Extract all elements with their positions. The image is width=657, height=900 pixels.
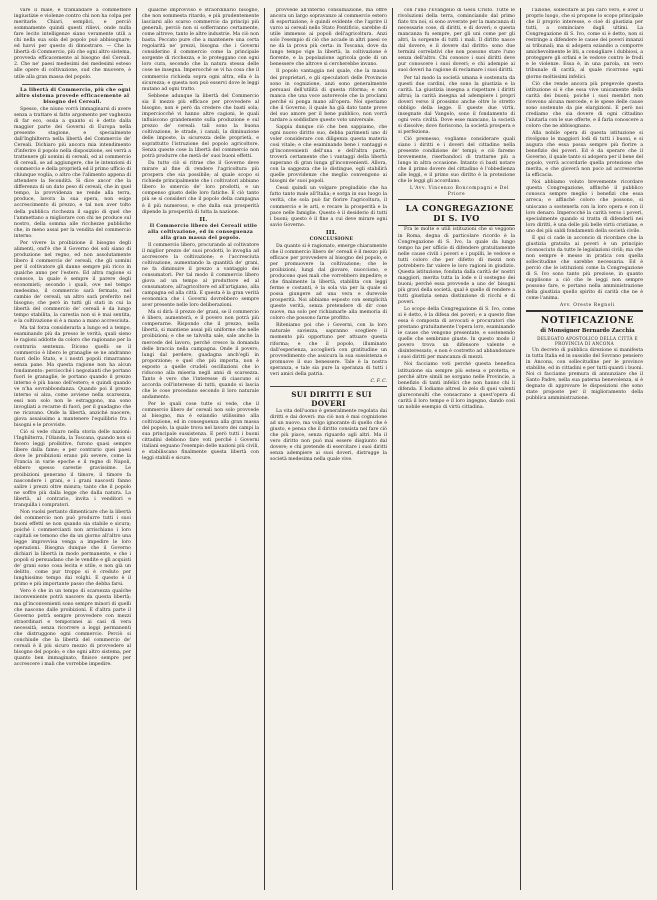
paragraph: Sappia dunque ciò che ben sappiamo, che ogni nuovo diritto suo, debba parimenti uno di voler considerare con diligenza questa materia così vitale; e che esaminando bene i vantaggi e gl'inconvenienti dell'una e dell'altra parte, troverà certamente che i vantaggi della libertà superano di gran lunga gl'inconvenienti. Allora, con la saggezza che lo distingue, egli stabilirà quelle provvidenze che meglio convengono ai bisogni de' suoi popoli. bbox=[270, 124, 387, 185]
column-2 bbox=[137, 8, 265, 890]
notification-title: NOTIFICAZIONE bbox=[526, 310, 643, 327]
article-title: SUI DIRITTI E SUI DOVERI bbox=[270, 386, 387, 408]
section-heading: Il Commercio libero dei Cereali utile alla coltivazione, ed in conseguenza alla gran massa del popolo. bbox=[147, 223, 258, 241]
paragraph: Per vivere la proibizione il bisogno degli alimenti, ond'è che il Governo dei soli siano di produzione nel regno, ed non assolutamente libero il commercio de' cereali, che gli uomini per il coltivatore gli danno sempre più ricco in qualche anno per l'estero. Ed altra ragione si conosce, la quale è sempre il parere degli economisti; secondo i quali, ove nel tempo medesimo, il commercio sarà fermato, nel cambio de' cereali, un altro sarà preferito nel bisogno; che però in tutti gli stati in cui la libertà del commercio de' cereali è da lungo tempo stabilita, la carestia non si è mai sentita, e la coltivazione si è a mano a mano accresciuta. bbox=[14, 240, 131, 325]
paragraph: con l'uno l'Evangelio di Gesù Cristo. Tutte le rivoluzioni della terra, cominciando dal primo fiato tra noi, si sono avverate per la mancanza di necessarie cose, di diritti, e di doveri; e questa mancanza fu sempre, per gli uni come per gli altri, la sorgente di tutti i mali. Il diritto nasce dal dovere, e il dovere dal diritto: sono due termini correlativi che non possono stare l'uno senza dell'altro. Chi conosce i suoi diritti deve pur conoscere i suoi doveri; e chi adempie ai suoi doveri ha ragione di reclamare i suoi diritti. bbox=[398, 8, 515, 74]
paragraph: Per tal modo la società umana è sostenuta da questi due cardini, che sono la giustizia e la carità. La giustizia insegna a rispettare i diritti altrui; la carità insegna ad adempiere i propri doveri verso il prossimo anche oltre lo stretto obbligo della legge. E queste due virtù, insegnate dal Vangelo, sono il fondamento di ogni vera civiltà. Dove esse mancano, la società si dissolve; dove fioriscono, la società prospera e si perfeziona. bbox=[398, 75, 515, 135]
paragraph: La vita dell'uomo è generalmente regolata dai diritti e dai doveri: ma ciò non è mai cognizione ad un nuovo, ma volgo ignorante di quello che è giusto, e pensa che il diritto consista nel fare ciò che più piace, senza riguardo agli altri. Ma il vero diritto non può mai essere disgiunto dal dovere; e chi pretende di esercitare i suoi diritti senza adempiere ai suoi doveri, distrugge la società medesima nella quale vive. bbox=[270, 408, 387, 463]
paragraph: provvede all'interno consumazione, ma offre ancora un largo sopravanzo al commercio estero di esportazione, è quindi evidente che l'aprire il varco ai cereali nello Stato Pontificio, sarebbe di utile immenso ai popoli dell'agricoltura. Anzi solo l'esempio di ciò che accade in altri paesi ce ne dà la prova più certa: in Toscana, dove da lungo tempo vige la libertà, la coltivazione è fiorente, e la popolazione agricola gode di un benessere che altrove si cercherebbe invano. bbox=[270, 8, 387, 68]
paragraph: E qui ci cade in acconcio di ricordare che la giustizia gratuita ai poveri è un principio riconosciuto da tutte le legislazioni civili; ma che non sempre è messo in pratica con quella sollecitudine che sarebbe necessaria. Ed è perciò che le istituzioni come la Congregazione di S. Ivo sono tanto più preziose, in quanto supplisono a ciò che le leggi non sempre possono fare, e portano nella amministrazione della giustizia quello spirito di carità che ne è come l'anima. bbox=[526, 235, 643, 302]
paragraph: Da tutto ciò si ritrae che il Governo deve mirare al fine di rendere l'agricoltura più prospera che sia possibile; al quale scopo si richiede principalmente che i coltivatori abbiano libero lo smercio de' loro prodotti, e un compenso giusto delle loro fatiche. E ciò tanto più se si consideri che il popolo della campagna è il più numeroso, e che dalla sua prosperità dipende la prosperità di tutta la nazione. bbox=[142, 161, 259, 215]
column-4 bbox=[393, 8, 521, 890]
notification-office: DELEGATO APOSTOLICO DELLA CITTÀ E PROVINCIA DI ANCONA bbox=[537, 335, 638, 347]
signature: L'Avv. Vincenzo Boncompagni e Del Priore bbox=[409, 186, 510, 198]
paragraph: Il popolo vantaggia nel quale, che la massa dei proprietari, e gli speculatori delle Provincie sono in cognizione, anzi sono generalmente persuasi dell'utilità di questa riforma; e non manca che una voce autorevole che la proclami perché si ponga mano all'opera. Noi speriamo che il Governo, il quale ha già dato tante prove del suo amore per il bene pubblico, non vorrà tardare a soddisfare questo voto universale. bbox=[270, 69, 387, 123]
paragraph: Il commercio libero, procurando al coltivatore il miglior prezzo de' suoi prodotti, lo invoglia ad accrescere la coltivazione; e l'accresciuta coltivazione, aumentando la quantità de' grani, ne fa diminuire il prezzo a vantaggio dei consumatori. Per tal modo il commercio libero giova ad un tempo al produttore ed al consumatore, all'agricoltore ed all'artigiano, alla campagna ed alla città. E questa è la gran verità economica che i Governi dovrebbero sempre aver presente nelle loro deliberazioni. bbox=[142, 242, 259, 309]
column-1 bbox=[9, 8, 137, 890]
article-title: LA CONGREGAZIONE DI S. IVO bbox=[398, 199, 515, 226]
paragraph: Ma si dirà: il prezzo de' grani, se il commercio è libero, aumenterà, e il povero non potrà più comperarne. Rispondo che il prezzo, nella libertà, si mantiene assai più uniforme che nelle proibizioni; e che se talvolta sale, sale anche la mercede del lavoro, perché cresce la domanda delle braccia nella campagna. Onde il povero, lungi dal perdere, guadagna anch'egli in proporzione; e quel che più importa, non è esposto a quelle crudeli oscillazioni che lo riducono alla miseria negli anni di scarsezza. Tanto è vero che l'interesse di ciascuno si accorda coll'interesse di tutti, quando si lascia che le cose procedano secondo il loro naturale andamento. bbox=[142, 310, 259, 400]
paragraph: Da quanto si è ragionato, emerge chiaramente che il commercio libero de' cereali è il mezzo più efficace per provvedere al bisogno del popolo, e per promuovere la coltivazione; che le proibizioni, lungi dal giovare, nuocciono, e producono quei mali che vorrebbero impedire; e che finalmente la libertà, stabilita con leggi ferme e costanti, è la sola via per la quale si possa giungere ad una vera e durevole prosperità. Noi abbiamo esposto con semplicità queste verità, senza pretendere di dir cose nuove, ma solo per richiamarle alla memoria di coloro che possono farne profitto. bbox=[270, 243, 387, 322]
paragraph: Noi abbiamo voluto brevemente ricordare questa Congregazione, affinché il pubblico conosca sempre meglio i benefizi che essa arreca; e affinché coloro che possono, si uniscano a sostenerla con la loro opera e con il loro denaro. Imperocché la carità verso i poveri, specialmente quando si tratta di difenderli nei loro diritti, è una delle più belle virtù cristiane, e uno dei più saldi fondamenti della società civile. bbox=[526, 180, 643, 234]
paragraph: Ciò si vede chiaro nella storia delle nazioni: l'Inghilterra, l'Olanda, la Toscana, quando non si fecero leggi proibitive, furono quasi sempre libere dalla fame; e per contrario quei paesi dove le proibizioni erano più severe, come la Francia in varie epoche e il regno di Napoli, ebbero spesso carestie gravissime. Le proibizioni generano il timore, il timore fa nascondere i grani, e i grani nascosti fanno salire i prezzi oltre misura; tanto che il popolo ne soffre più dalla legge che dalla natura. La libertà, al contrario, invita i venditori e tranquilla i compratori. bbox=[14, 430, 131, 508]
paragraph: Fra le molte e utili istituzioni che si veggono in Roma, degna di particolare ricordo è la Congregazione di S. Ivo, la quale da lungo tempo ha per ufficio di difendere gratuitamente nelle cause civili i poveri e i pupilli, le vedove e tutti coloro che per difetto di mezzi non potrebbero far valere le loro ragioni in giudizio. Questa istituzione, fondata dalla carità de' nostri maggiori, merita tutta la lode e il sostegno dei buoni; perché essa provvede a uno de' bisogni più gravi della società, qual è quello di rendere a tutti giustizia senza distinzione di ricchi e di poveri. bbox=[398, 227, 515, 306]
section-heading: CONCLUSIONE bbox=[309, 236, 354, 242]
signature: Avv. Oreste Regnoli bbox=[560, 303, 615, 309]
paragraph: Ciò che rende ancora più pregevole questa istituzione si è che essa vive unicamente della carità dei buoni; poiché i suoi membri non ricevono alcuna mercede, e le spese delle cause sono sostenute da pie elargizioni. E però noi crediamo che sia dovere di ogni cittadino l'aiutarla con le sue offerte, e il farla conoscere a coloro che ne abbisognano. bbox=[526, 81, 643, 129]
paragraph: Non vuolsi pertanto dimenticare che la libertà del commercio non può produrre tutti i suoi buoni effetti se non quando sia stabile e sicura; poiché i commercianti non arrischiano i loro capitali se temono che da un giorno all'altro una legge improvvisa venga a impedire le loro operazioni. Bisogna dunque che il Governo dichiari la libertà in modo permanente, e che i popoli si persuadano che le vendite e gli acquisti de' grani sono cosa lecita e utile, e non già un delitto, come pur troppo si è creduto per lunghissimo tempo dai volghi. E questo è il primo e più importante passo che debba farsi. bbox=[14, 509, 131, 588]
paragraph: Vero è che in un tempo di scarsezza qualche inconveniente potrà nascere da questa libertà; ma gl'inconvenienti sono sempre minori di quelli che nascono dalle proibizioni. E d'altra parte il Governo potrà sempre provvedere con mezzi straordinari e temporanei ai casi di vera necessità, senza ricorrere a leggi permanenti che distruggono ogni commercio. Perciò si conchiude che la libertà del commercio de' cereali è il più sicuro mezzo di provvedere al bisogno del popolo; e che ogni altro sistema, per quanto ben immaginato, finisce sempre per accrescere i mali che vorrebbe impedire. bbox=[14, 589, 131, 667]
paragraph: Spesso, che niuno vorrà immaginarsi di avere senza a trattare si fatto argomento per vaghezza di far eco, ossia a quanto si è detto dalla maggior parte dei Governi di Europa nella presente stagione, e specialmente dall'Inghilterra nella libertà del Commercio de' Cereali. Dichiaro più ancora mia intendimento d'inferire il popolo nella disposizione, sei verrà a trattenere gli uomini di cereali, ed al commercio di cereali, se ad aggiungere, che le intenzioni di commercio e della proprietà ed il primo ufficio di chiunque voglia, o altro che l'alimento appena di attendere la fecondità. Si dice ancor che la differenza di un dato peso di cereali, che in quel tempo, la provvidenza ne rende alla terra, produce, lavora la sua opera, non esige accrescimento di prezzo, e tal non aver tolto della pubblica ricchezza il saggio di quel che l'ammettano a migliorare con chi ne produce sul nostro, della somma alle ricchezze pubbliche che, in meno assai per la vendita del commercio interno. bbox=[14, 106, 131, 239]
paragraph: Un decreto di pubblica direzione si manifesta in tutta Italia ed in sussidio del Sovrano pensiero in Ancona, con sollecitudine per le province stabilite, ed in cittadini e per tutti quanti i buoni. Noi ci facciamo premura di annunziare che il Santo Padre, nella sua paterna benevolenza, si è degnato di approvare le disposizioni che sono state proposte per il miglioramento della pubblica amministrazione. bbox=[526, 347, 643, 402]
section-heading: La libertà di Commercio, più che ogni altro sistema provede efficacemente al bisogno dei Cereali. bbox=[15, 87, 131, 105]
paragraph: Cessi quindi un volgare pregiudizio che ha fatto tanto male all'Italia; e sorga in suo luogo la verità, che sola può far fiorire l'agricoltura, il commercio e le arti, e recare la prosperità e la pace nelle famiglie. Questo è il desiderio di tutti i buoni; questo è il fine a cui deve mirare ogni savio Governo. bbox=[270, 186, 387, 228]
paragraph: vare il male, e tramandare a commettere ingiustizie e violenze contro chi non ha colpa per meritarle. Chiari, semplici, e perciò sommamente quindi questi rilievi, onde nulla fare lecito intelligenze siano veramente utili a chi nella sua sola del popolo può abbisognare; ed havvi per questo di dimostrare. — Che la libertà di Commercio, più che ogni altro sistema, provveda efficacemente al bisogno del Cereali. 2. Che ne' paesi medesimi dei medesimi esteso alle opere di coltivazione, sud che muovere, è utile alla gran massa del popolo. bbox=[14, 8, 131, 80]
paragraph: Per le quali cose tutte si vede, che il commercio libero de' cereali non solo provvede al bisogno, ma è eziandio utilissimo alla coltivazione, ed in conseguenza alla gran massa del popolo, la quale trova nel lavoro dei campi la sua principale sussistenza. E però tutti i buoni cittadini debbono fare voti perché i Governi italiani seguano l'esempio delle nazioni più civili, e stabiliscano finalmente questa libertà con leggi stabili e sicure. bbox=[142, 402, 259, 462]
paragraph: qualche improvviso e straordinario bisogno, che non sommesta ritardo, e più prudentemente lasciarsi allo scarso commercio da principi più generali, perciò non si sofferranno certamente, come altrove, tanto le altre industrie. Ma ciò non basta. Peccato pure che a mantenere una certa regolarità ne' prezzi, bisogna che i Governi considerino il commercio come la principale sorgente di ricchezza, e lo proteggano con ogni loro cura, secondo che la natura stessa delle cose ne insegna. Imperocché se vi ha cosa che il commercio richieda sopra ogni altra, ella è la sicurezza; e questa non può esservi dove le leggi mutano ad ogni tratto. bbox=[142, 8, 259, 92]
paragraph: Ma tal forza considerarla a lungo ed a tempo, esaminando più da presso le verità, quali sieno le ragioni addotte da coloro che ragionano per la contraria sentenza. Dicono quelli: se il commercio è libero le granaglie se ne andranno fuori dello Stato, e i nostri popoli rimarranno senza pane. Ma questa ragione non ha alcun fondamento: perciocché i negozianti che portano fuori le granaglie, le portano quando il prezzo interno è più basso dell'estero; e quindi quando ve n'ha sovrabbondanza. Quando poi il prezzo interno si alza, come avviene nella scarsezza, essi non solo non le estraggono, ma sono invogliati a recarne di fuori, per il guadagno che ne ricavano. Onde la libertà, anziché nuocere, giova assaissimo a mantenere l'equilibrio fra i bisogni e le provviste. bbox=[14, 326, 131, 429]
paragraph: Ciò premesso, vogliamo considerare quali siano i diritti e i doveri del cittadino nella presente condizione de' tempi; e ciò faremo brevemente, riserbandoci di trattarne più a lungo in altra occasione. Intanto ci basti notare che il primo dovere del cittadino è l'obbedienza alle leggi, e il primo suo diritto è la protezione che le leggi gli accordano. bbox=[398, 136, 515, 185]
paragraph: Sebbene adunque la libertà del Commercio sia il mezzo più efficace per provvedere al bisogno, non è però da credere che basti sola; imperciocché vi hanno altre cagioni, le quali influiscono grandemente sulla produzione e sul prezzo de' cereali: tali sono la buona coltivazione, le strade, i canali, la diminuzione delle imposte, la sicurezza delle proprietà, e soprattutto l'istruzione del popolo agricoltore. Senza queste cose la libertà del commercio non potrà produrre che metà de' suoi buoni effetti. bbox=[142, 93, 259, 160]
paragraph: Alla nobile opera di questa istituzione si rivolgono le maggiori lodi di tutti i buoni, e si augura che essa possa sempre più fiorire a benefizio dei poveri. Ed è da sperare che il Governo, il quale tanto si adopera per il bene del popolo, vorrà accordarle quella protezione che merita, e che gioverà non poco ad accrescerne la efficacia. bbox=[526, 130, 643, 179]
paragraph: Lo scopo della Congregazione di S. Ivo, come si è detto, è la difesa dei poveri; e a questo fine essa è composta di avvocati e procuratori che prestano gratuitamente l'opera loro, esaminando le cause che vengono presentate, e sostenendo quelle che sembrano giuste. In questo modo il povero trova un difensore valente e disinteressato, e non è costretto ad abbandonare i suoi diritti per mancanza di mezzi. bbox=[398, 307, 515, 361]
column-3 bbox=[265, 8, 393, 890]
divider bbox=[22, 84, 123, 85]
section-number: III. bbox=[326, 229, 337, 236]
section-number: II. bbox=[199, 216, 208, 223]
column-5 bbox=[521, 8, 648, 890]
paragraph: Noi facciamo voti perché questa benefica istituzione sia sempre più estesa e protetta, e perché altre simili ne sorgano nelle Provincie, a benefizio di tanti infelici che non hanno chi li difenda. E lodiamo altresì lo zelo di quei valenti giureconsulti che consacrano a quest'opera di carità il loro tempo e il loro ingegno, dando così un nobile esempio di virtù cittadina. bbox=[398, 362, 515, 410]
paragraph: Riteniamo poi che i Governi, con la loro naturale saviezza, sapranno scegliere il momento più opportuno per attuare questa riforma; e che il popolo, illuminato dall'esperienza, accoglierà con gratitudine un provvedimento che assicura la sua sussistenza e promuove il suo benessere. Tale è la nostra speranza, e tale sia pure la speranza di tutti i veri amici della patria. bbox=[270, 323, 387, 377]
notification-author: di Monsignor Bernardo Zacchia bbox=[540, 328, 635, 335]
paragraph: l'azione, sollecitare al più caro vero, e aver il proprio luogo, che si propone lo scopo principale che il proprio interesse, e cioè di giustizia per tutti, a cominciare dagli ultimi. La Congregazione di S. Ivo, come si è detto, non si restringe a difendere le cause dei poveri innanzi ai tribunali; ma si adopera eziandio a comporre amichevolmente le liti, a consigliare i dubbiosi, a proteggere gli orfani e le vedove contro le frodi e le violenze. Essa è, in una parola, un vero tribunale di carità, al quale ricorrono ogni giorno moltissimi infelici. bbox=[526, 8, 643, 80]
signature: C. F. C. bbox=[370, 378, 387, 384]
